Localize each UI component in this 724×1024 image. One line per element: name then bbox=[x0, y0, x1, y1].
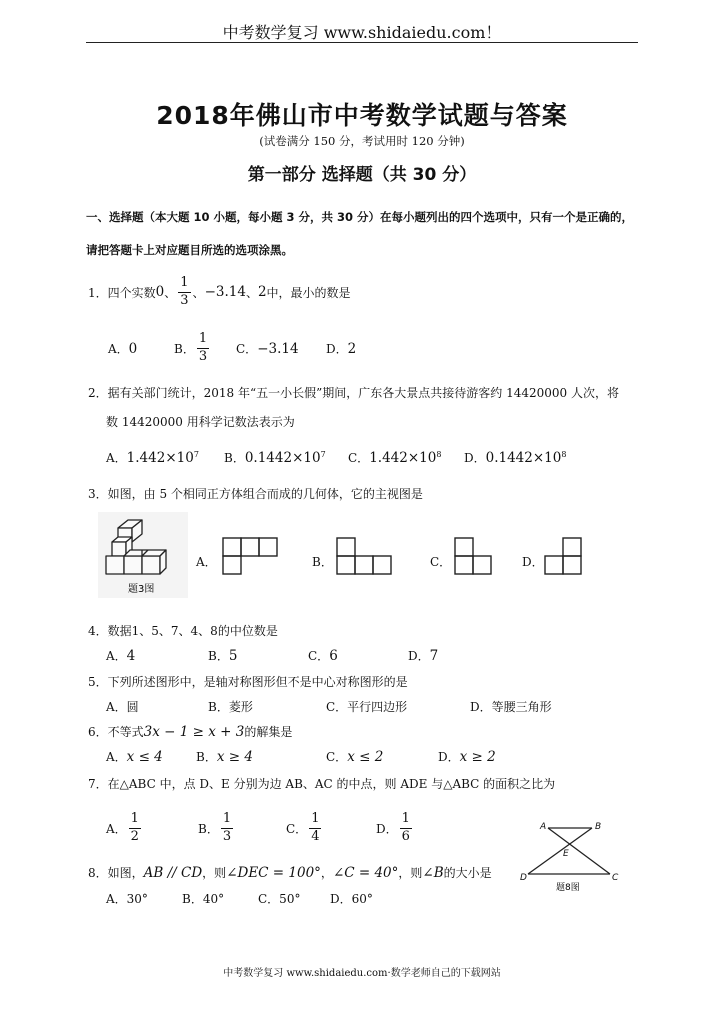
mantissa: 1.442×10 bbox=[126, 450, 194, 466]
option-a[interactable] bbox=[106, 806, 143, 850]
option-label: C． bbox=[236, 342, 258, 356]
question-4 bbox=[88, 622, 278, 639]
point-c-label: C bbox=[612, 873, 619, 883]
angle-symbol: ∠B bbox=[422, 865, 444, 881]
question-text: ， bbox=[320, 866, 333, 880]
question-text: 中，最小的数是 bbox=[266, 285, 351, 300]
fraction bbox=[221, 811, 233, 845]
numerator: 1 bbox=[221, 811, 233, 828]
question-number: 7． bbox=[88, 777, 108, 791]
denominator: 3 bbox=[180, 292, 189, 308]
option-label: D． bbox=[408, 649, 430, 663]
option-value: 4 bbox=[126, 648, 136, 664]
part-title: 第一部分 选择题（共 30 分） bbox=[247, 165, 477, 185]
question-text: 不等式 bbox=[107, 725, 144, 739]
question-text: ，则 bbox=[398, 866, 423, 880]
numerator: 1 bbox=[197, 331, 209, 348]
header-rule bbox=[86, 42, 638, 43]
option-label: C． bbox=[286, 821, 308, 836]
question-3-figure bbox=[98, 512, 188, 598]
question-number: 3． bbox=[88, 487, 108, 501]
page-footer: 中考数学复习 www.shidaiedu.com·数学老师自己的下载网站 bbox=[223, 968, 501, 979]
option-b[interactable]: B．40° bbox=[182, 892, 225, 906]
option-value: x ≥ 2 bbox=[459, 749, 496, 765]
option-label: B． bbox=[198, 821, 219, 836]
question-6 bbox=[88, 723, 292, 740]
option-value: 5 bbox=[228, 648, 238, 664]
question-2-line-2: 数 14420000 用科学记数法表示为 bbox=[106, 415, 295, 429]
page-header: 中考数学复习 www.shidaiedu.com！ bbox=[222, 23, 502, 42]
option-a[interactable] bbox=[106, 647, 135, 664]
point-d-label: D bbox=[520, 873, 527, 883]
fraction bbox=[309, 811, 321, 845]
question-5-options bbox=[106, 698, 586, 718]
option-b[interactable]: B．菱形 bbox=[208, 700, 253, 714]
option-b-figure[interactable] bbox=[336, 537, 394, 577]
question-1 bbox=[88, 270, 351, 314]
option-b[interactable] bbox=[198, 806, 235, 850]
cube-front-face bbox=[106, 556, 124, 574]
number: −3.14 bbox=[204, 284, 246, 300]
option-b[interactable] bbox=[208, 647, 237, 664]
number: 0 bbox=[155, 284, 165, 300]
option-label: B． bbox=[196, 750, 217, 764]
segment-ac bbox=[548, 828, 610, 874]
inequality: 3x − 1 ≥ x + 3 bbox=[143, 724, 245, 740]
denominator: 3 bbox=[222, 828, 232, 844]
question-2 bbox=[88, 384, 619, 401]
question-8 bbox=[88, 864, 492, 881]
option-label: A． bbox=[106, 821, 127, 836]
exponent: 8 bbox=[436, 450, 442, 459]
option-label: D． bbox=[464, 451, 486, 465]
option-label: D． bbox=[438, 750, 460, 764]
option-label: B． bbox=[208, 649, 229, 663]
question-4-options bbox=[106, 647, 466, 667]
option-value: 7 bbox=[429, 648, 439, 664]
option-label: C． bbox=[348, 451, 370, 465]
option-value: 0 bbox=[128, 341, 138, 357]
question-number: 4． bbox=[88, 624, 108, 638]
denominator: 6 bbox=[401, 828, 410, 844]
option-c[interactable] bbox=[348, 449, 441, 466]
question-text: 在△ABC 中，点 D、E 分别为边 AB、AC 的中点，则 ADE 与△ABC 的面积之比为 bbox=[107, 777, 556, 791]
question-text: 如图， bbox=[107, 866, 144, 880]
fraction bbox=[400, 811, 412, 845]
parallel-statement: AB // CD bbox=[143, 865, 203, 881]
option-label: A． bbox=[108, 342, 129, 356]
option-a-figure[interactable] bbox=[222, 537, 280, 577]
number: 2 bbox=[257, 284, 267, 300]
option-b[interactable] bbox=[174, 326, 211, 370]
document-title: 2018年佛山市中考数学试题与答案 bbox=[156, 101, 568, 130]
option-c[interactable]: C．50° bbox=[258, 892, 301, 906]
cube-front-face bbox=[124, 556, 142, 574]
option-value: x ≤ 4 bbox=[126, 749, 163, 765]
mantissa: 0.1442×10 bbox=[244, 450, 321, 466]
option-a[interactable]: A．圆 bbox=[106, 700, 139, 714]
option-a-label[interactable]: A． bbox=[196, 555, 217, 569]
question-text: 下列所述图形中，是轴对称图形但不是中心对称图形的是 bbox=[107, 675, 408, 689]
fraction bbox=[178, 275, 190, 309]
option-value: 6 bbox=[329, 648, 338, 664]
question-8-figure bbox=[512, 816, 622, 896]
option-label: A． bbox=[106, 750, 127, 764]
question-5 bbox=[88, 673, 408, 690]
option-value: −3.14 bbox=[257, 341, 299, 357]
numerator: 1 bbox=[178, 275, 190, 292]
option-d[interactable] bbox=[376, 806, 414, 850]
point-e-label: E bbox=[563, 849, 569, 859]
question-6-options bbox=[106, 748, 526, 768]
option-b[interactable] bbox=[196, 748, 253, 765]
question-text: 的解集是 bbox=[244, 725, 293, 739]
separator: 、 bbox=[192, 285, 205, 300]
fraction bbox=[197, 331, 209, 365]
option-c[interactable] bbox=[326, 748, 383, 765]
question-7-options bbox=[106, 806, 436, 850]
option-label: B． bbox=[224, 451, 245, 465]
question-text: 据有关部门统计，2018 年“五一小长假”期间，广东各大景点共接待游客约 14420000 人次，将 bbox=[107, 386, 619, 400]
option-label: B． bbox=[174, 341, 195, 356]
cube-front-face bbox=[112, 542, 126, 556]
numerator: 1 bbox=[129, 811, 141, 828]
question-8-options bbox=[106, 890, 406, 910]
question-text: ，则 bbox=[202, 866, 227, 880]
point-a-label: A bbox=[540, 822, 547, 832]
option-label: A． bbox=[106, 451, 127, 465]
option-d[interactable] bbox=[408, 647, 438, 664]
question-3 bbox=[88, 485, 423, 502]
denominator: 3 bbox=[198, 348, 208, 364]
option-c-figure[interactable] bbox=[454, 537, 494, 577]
option-a[interactable] bbox=[106, 449, 199, 466]
mantissa: 0.1442×10 bbox=[485, 450, 562, 466]
option-a[interactable] bbox=[106, 748, 163, 765]
question-7 bbox=[88, 775, 555, 792]
question-text: 数据1、5、7、4、8的中位数是 bbox=[107, 624, 278, 638]
question-text: 四个实数 bbox=[107, 285, 156, 300]
question-text: 如图，由 5 个相同正方体组合而成的几何体，它的主视图是 bbox=[107, 487, 423, 501]
denominator: 2 bbox=[130, 828, 139, 844]
option-label: C． bbox=[308, 649, 330, 663]
figure-caption: 题3图 bbox=[128, 584, 155, 595]
mantissa: 1.442×10 bbox=[369, 450, 437, 466]
exponent: 7 bbox=[193, 450, 199, 459]
question-text: 的大小是 bbox=[443, 866, 492, 880]
option-c-label[interactable]: C． bbox=[430, 555, 452, 569]
option-d[interactable]: D．60° bbox=[330, 892, 373, 906]
section-instructions: 一、选择题（本大题 10 小题，每小题 3 分，共 30 分）在每小题列出的四个选项中，只有一个是正确的，请把答题卡上对应题目所选的选项涂黑。 bbox=[86, 210, 634, 257]
question-number: 2． bbox=[88, 386, 108, 400]
exponent: 8 bbox=[561, 450, 567, 459]
figure-caption: 题8图 bbox=[556, 883, 580, 893]
question-number: 5． bbox=[88, 675, 108, 689]
question-number: 6． bbox=[88, 725, 108, 739]
option-d-figure[interactable] bbox=[544, 537, 584, 577]
option-value: 2 bbox=[347, 341, 357, 357]
exponent: 7 bbox=[320, 450, 326, 459]
option-value: x ≥ 4 bbox=[216, 749, 253, 765]
separator: 、 bbox=[164, 285, 177, 300]
question-1-options bbox=[108, 326, 468, 370]
option-d[interactable] bbox=[326, 340, 356, 357]
option-d[interactable] bbox=[464, 449, 566, 466]
option-label: D． bbox=[376, 821, 398, 836]
option-label: D． bbox=[326, 342, 348, 356]
option-label: C． bbox=[326, 750, 348, 764]
angle-statement: ∠C = 40° bbox=[332, 865, 399, 881]
option-c[interactable] bbox=[236, 340, 299, 357]
exam-info: (试卷满分 150 分，考试用时 120 分钟) bbox=[259, 134, 465, 148]
option-c[interactable] bbox=[286, 806, 323, 850]
option-a[interactable] bbox=[108, 340, 137, 357]
denominator: 4 bbox=[311, 828, 320, 844]
fraction bbox=[129, 811, 141, 845]
segment-bd bbox=[528, 828, 592, 874]
option-d[interactable] bbox=[438, 748, 496, 765]
question-2-options bbox=[106, 449, 626, 471]
cube-front-face bbox=[142, 556, 160, 574]
question-number: 1． bbox=[88, 285, 108, 300]
question-number: 8． bbox=[88, 866, 108, 880]
option-c[interactable]: C．平行四边形 bbox=[326, 700, 408, 714]
separator: 、 bbox=[245, 285, 258, 300]
numerator: 1 bbox=[400, 811, 412, 828]
option-b[interactable] bbox=[224, 449, 326, 466]
option-d-label[interactable]: D． bbox=[522, 555, 544, 569]
numerator: 1 bbox=[309, 811, 321, 828]
option-c[interactable] bbox=[308, 647, 338, 664]
option-value: x ≤ 2 bbox=[347, 749, 384, 765]
option-a[interactable]: A．30° bbox=[106, 892, 148, 906]
point-b-label: B bbox=[595, 822, 602, 832]
option-label: A． bbox=[106, 649, 127, 663]
angle-statement: ∠DEC = 100° bbox=[226, 865, 321, 881]
option-b-label[interactable]: B． bbox=[312, 555, 333, 569]
option-d[interactable]: D．等腰三角形 bbox=[470, 700, 552, 714]
